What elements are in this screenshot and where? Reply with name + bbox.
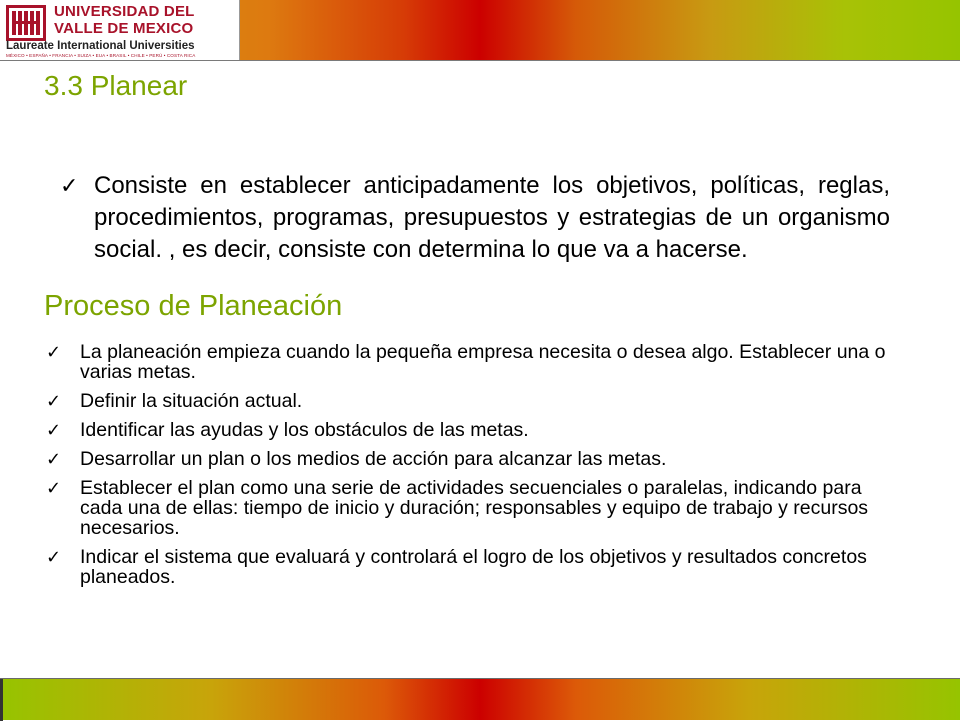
checkmark-icon: ✓	[60, 173, 79, 198]
network-name: Laureate International Universities	[6, 40, 195, 52]
list-item	[44, 391, 894, 411]
section-title: Proceso de Planeación	[44, 290, 343, 322]
header-banner	[0, 0, 960, 61]
university-name	[54, 3, 238, 37]
slide-title: 3.3 Planear	[44, 70, 188, 101]
process-list	[44, 342, 894, 596]
list-item-text: Identificar las ayudas y los obstáculos de las metas.	[80, 419, 529, 441]
checkmark-icon: ✓	[46, 547, 62, 567]
list-item-text: Indicar el sistema que evaluará y controlará el logro de los objetivos y resultados concretos planeados.	[80, 546, 867, 588]
checkmark-icon: ✓	[46, 420, 62, 440]
list-item	[44, 449, 894, 469]
list-item-text: Desarrollar un plan o los medios de acción para alcanzar las metas.	[80, 448, 667, 470]
university-seal-icon	[6, 5, 46, 41]
lead-bullet	[60, 170, 890, 266]
list-item	[44, 420, 894, 440]
lead-bullet-text: Consiste en establecer anticipadamente los objetivos, políticas, reglas, procedimientos, programas, presupuestos y estrategias de un organismo social. , es decir, consiste con determina lo que va a hacerse.	[94, 172, 890, 263]
list-item-text: Definir la situación actual.	[80, 390, 303, 412]
university-name-line1: UNIVERSIDAD DEL	[54, 3, 195, 20]
checkmark-icon: ✓	[46, 449, 62, 469]
university-name-line2: VALLE DE MEXICO	[54, 20, 194, 37]
university-logo	[0, 0, 240, 60]
country-list: MÉXICO • ESPAÑA • FRANCIA • SUIZA • EUA • BRASIL • CHILE • PERÚ • COSTA RICA	[6, 53, 196, 58]
list-item	[44, 547, 894, 587]
footer-banner	[0, 678, 960, 720]
checkmark-icon: ✓	[46, 478, 62, 498]
checkmark-icon: ✓	[46, 342, 62, 362]
list-item-text: Establecer el plan como una serie de actividades secuenciales o paralelas, indicando para cada una de ellas: tiempo de inicio y duración; responsables y equipo de trabajo y recursos necesarios.	[80, 477, 869, 539]
list-item-text: La planeación empieza cuando la pequeña empresa necesita o desea algo. Establecer una o varias metas.	[80, 341, 886, 383]
list-item	[44, 342, 894, 382]
list-item	[44, 478, 894, 538]
checkmark-icon: ✓	[46, 391, 62, 411]
